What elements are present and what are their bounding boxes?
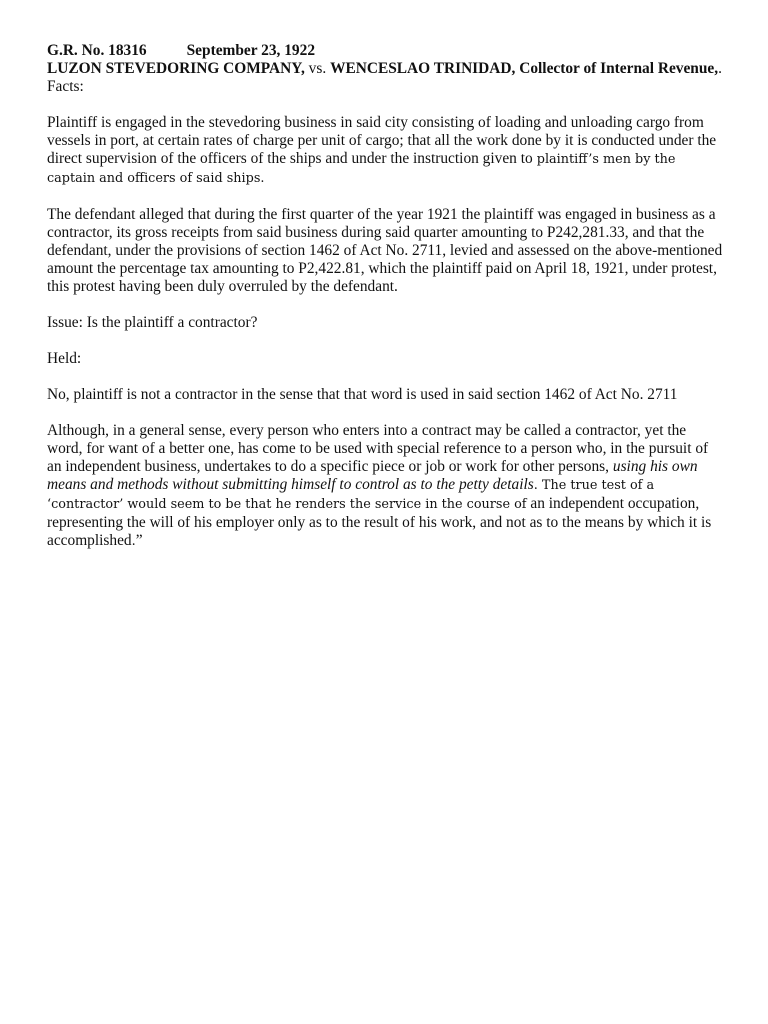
- ruling-main-2: an independent occupation, representing the will of his employer only as to the result of his work, and not as to the means by which it is accomplished: [47, 495, 712, 549]
- gr-number: G.R. No. 18316: [47, 42, 147, 59]
- ruling-end-quote: ”: [135, 532, 143, 549]
- decision-date: September 23, 1922: [186, 42, 316, 59]
- facts-paragraph-1-main: Plaintiff is engaged in the stevedoring business in said city consisting of loading and unloading cargo from vessels in port, at certain rates of charge per unit of cargo; that all the work done by it is conducted under the direct supervision of the officers of the ships and under the instruction given to: [47, 114, 717, 167]
- parties-trailing-period: .: [718, 60, 722, 77]
- ruling-italic-phrase: using his own means and methods without submitting himself to control as to the petty details: [47, 458, 698, 493]
- ruling-true-test: The true test of a ‘contractor’ would seem to be that he renders the service in the course of: [47, 478, 655, 512]
- defendant-name: WENCESLAO TRINIDAD, Collector of Internal Revenue,: [330, 60, 719, 77]
- ruling-end-period: .: [131, 534, 136, 549]
- ruling-italic-period: .: [533, 478, 538, 493]
- ruling-paragraph: [47, 422, 723, 551]
- case-parties-line: [47, 60, 723, 78]
- issue-line: Issue: Is the plaintiff a contractor?: [47, 314, 258, 331]
- case-reference-line: [47, 42, 723, 60]
- facts-heading: Facts:: [47, 78, 84, 95]
- held-answer: No, plaintiff is not a contractor in the sense that that word is used in said section 1462 of Act No. 2711: [47, 386, 678, 403]
- facts-paragraph-2: The defendant alleged that during the first quarter of the year 1921 the plaintiff was engaged in business as a contractor, its gross receipts from said business during said quarter amounting to P242,281.33, and that the defendant, under the provisions of section 1462 of Act No. 2711, levied and assessed on the above-mentioned amount the percentage tax amounting to P2,422.81, which the plaintiff paid on April 18, 1921, under protest, this protest having been duly overruled by the defendant.: [47, 206, 723, 295]
- versus-text: vs.: [304, 60, 331, 77]
- facts-paragraph-1: [47, 114, 723, 188]
- held-heading: Held:: [47, 350, 82, 367]
- ruling-main: Although, in a general sense, every person who enters into a contract may be called a contractor, yet the word, for want of a better one, has come to be used with special reference to a person who, in the pursuit of an independent business, undertakes to do a specific piece or job or work for other persons,: [47, 422, 709, 475]
- document-page: [47, 42, 723, 551]
- facts-paragraph-1-tail: plaintiff’s men by the captain and officers of said ships.: [47, 152, 676, 186]
- plaintiff-name: LUZON STEVEDORING COMPANY,: [47, 60, 305, 77]
